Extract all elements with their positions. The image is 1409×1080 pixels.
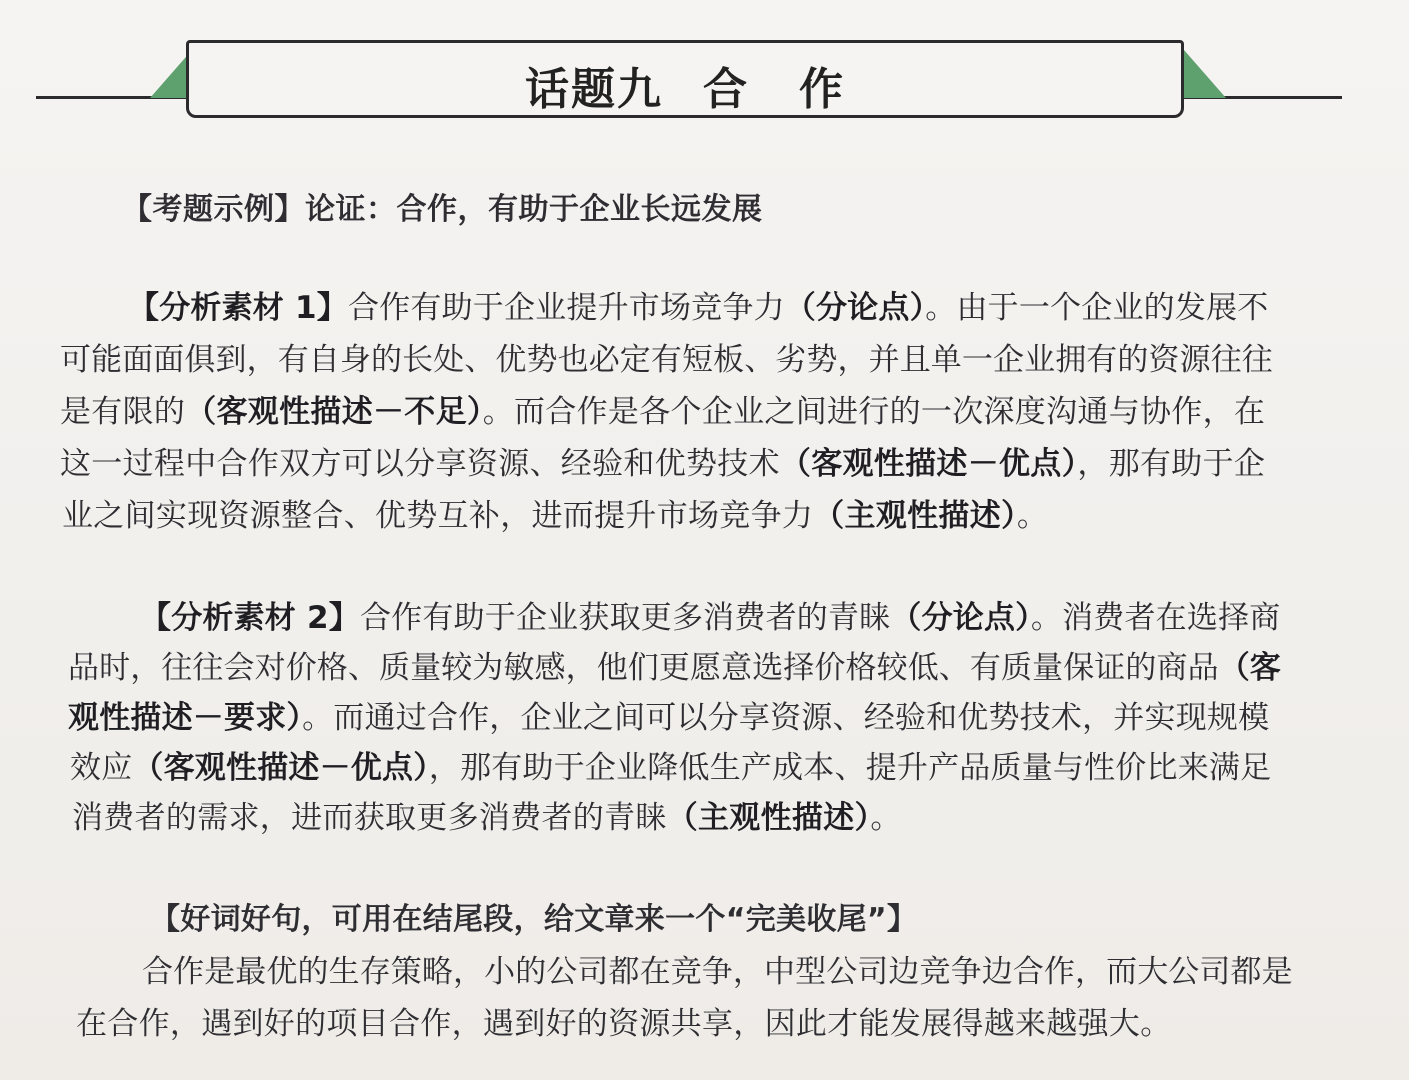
material2-note: （分论点） <box>890 600 1031 636</box>
page-title <box>189 53 1181 117</box>
exam-example-text: 论证：合作，有助于企业长远发展 <box>305 192 763 227</box>
material1-text: 可能面面俱到，有自身的长处、优势也必定有短板、劣势，并且单一企业拥有的资源往往 <box>60 342 1273 378</box>
material2-text: ，那有助于企业降低生产成本、提升产品质量与性价比来满足 <box>428 750 1272 786</box>
material2-text: 。而通过合作，企业之间可以分享资源、经验和优势技术，并实现规模 <box>302 700 1270 736</box>
material1-line2 <box>60 334 1273 379</box>
title-topic-number: 话题九 <box>525 64 663 115</box>
material1-text: 。 <box>1016 498 1049 534</box>
material1-text: ，那有助于企 <box>1077 446 1266 482</box>
material1-text: 这一过程中合作双方可以分享资源、经验和优势技术 <box>60 446 780 482</box>
material2-text: 品时，往往会对价格、质量较为敏感，他们更愿意选择价格较低、有质量保证的商品 <box>68 650 1219 686</box>
exam-example-label: 【考题示例】 <box>122 192 305 227</box>
exam-example <box>122 184 763 228</box>
material2-line5 <box>72 792 902 837</box>
material2-text: 合作有助于企业获取更多消费者的青睐 <box>359 600 891 636</box>
material1-note: （主观性描述） <box>813 498 1017 534</box>
title-word-1: 合 <box>703 64 749 115</box>
material2-note: 观性描述－要求） <box>68 700 303 736</box>
material1-note: （客观性描述－不足） <box>185 394 483 430</box>
material1-text: 。由于一个企业的发展不 <box>925 290 1269 326</box>
material2-line1 <box>140 592 1280 637</box>
material2-text: 消费者的需求，进而获取更多消费者的青睐 <box>72 800 667 836</box>
good-phrases-line2: 在合作，遇到好的项目合作，遇到好的资源共享，因此才能发展得越来越强大。 <box>76 1006 1172 1042</box>
title-banner <box>186 40 1184 118</box>
material1-line5 <box>62 490 1048 535</box>
material2-note: （客观性描述－优点） <box>132 750 429 786</box>
banner-right-ribbon <box>1184 50 1226 98</box>
material2-note: （主观性描述） <box>666 800 871 836</box>
material1-line1 <box>128 282 1268 327</box>
material2-text: 。 <box>870 800 902 836</box>
title-word-2: 作 <box>799 64 845 115</box>
material2-line3 <box>68 692 1269 737</box>
material1-text: 业之间实现资源整合、优势互补，进而提升市场竞争力 <box>62 498 814 534</box>
good-phrases-heading: 【好词好句，可用在结尾段，给文章来一个“完美收尾”】 <box>150 902 918 937</box>
material1-note: （客观性描述－优点） <box>779 446 1078 482</box>
material2-text: 效应 <box>70 750 133 786</box>
good-phrases-line1: 合作是最优的生存策略，小的公司都在竞争，中型公司边竞争边合作，而大公司都是 <box>142 954 1293 990</box>
material1-line3 <box>60 386 1265 431</box>
material2-line4 <box>70 742 1271 787</box>
material1-note: （分论点） <box>784 290 926 326</box>
material2-line2 <box>68 642 1281 687</box>
material1-text: 。而合作是各个企业之间进行的一次深度沟通与协作，在 <box>482 394 1266 430</box>
material1-text: 合作有助于企业提升市场竞争力 <box>347 290 785 326</box>
material2-label: 【分析素材 2】 <box>140 600 360 636</box>
material2-text: 。消费者在选择商 <box>1030 600 1281 636</box>
material1-label: 【分析素材 1】 <box>128 290 348 326</box>
material1-line4 <box>60 438 1265 483</box>
material2-note: （客 <box>1218 650 1281 686</box>
material1-text: 是有限的 <box>60 394 186 430</box>
